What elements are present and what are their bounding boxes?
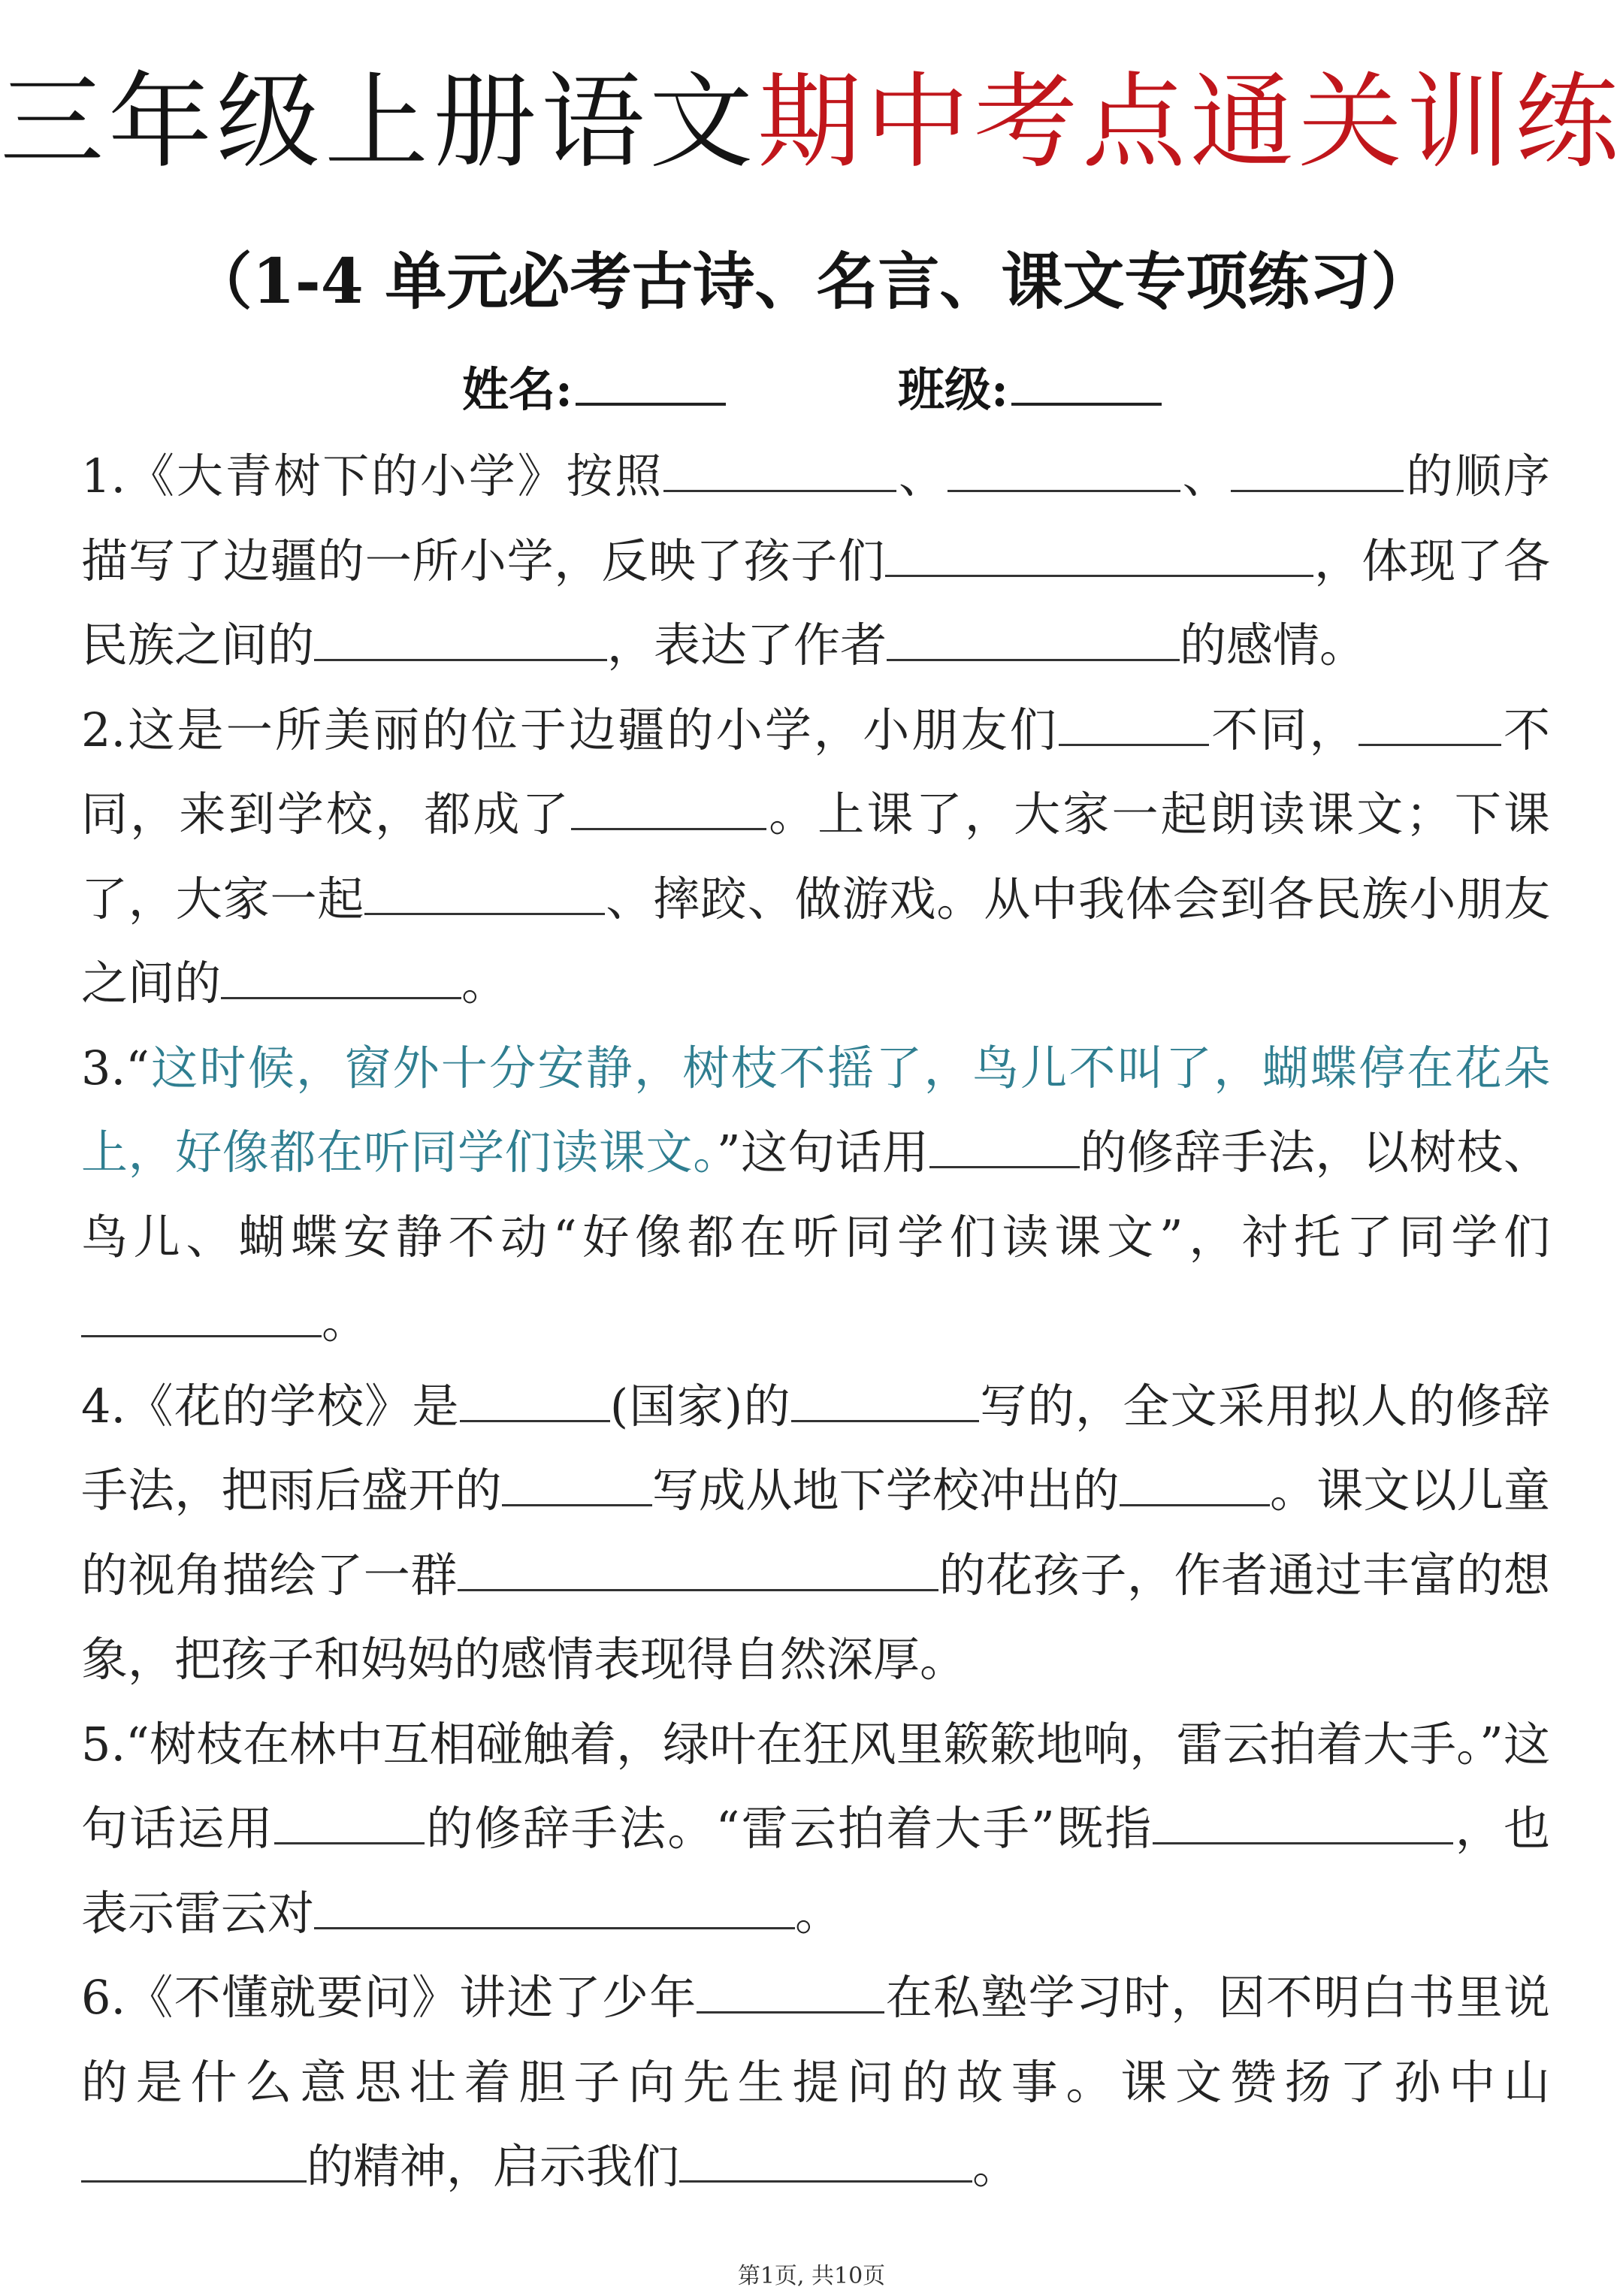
q2-text-e: 、摔跤、做游戏。从中我体会到各民族小朋友之间的 — [81, 871, 1550, 1011]
page-subtitle: （1-4 单元必考古诗、名言、课文专项练习） — [190, 246, 1433, 318]
q4-text-b: (国家)的 — [609, 1378, 791, 1433]
q1-text-g: 的感情。 — [1180, 618, 1367, 672]
q4-text-c: 写的，全文采用拟人的修辞手法，把雨后盛开的 — [81, 1378, 1550, 1518]
q1-text-f: ，表达了作者 — [607, 618, 887, 672]
q6-text-c: 的精神，启示我们 — [307, 2139, 680, 2194]
question-2 — [81, 688, 1550, 1026]
answer-blank[interactable] — [314, 612, 607, 661]
q2-text-a: 2.这是一所美丽的位于边疆的小学，小朋友们 — [81, 702, 1059, 757]
q3-text-c: 的修辞手法，以树枝、鸟儿、蝴蝶安静不动“好像都在听同学们读课文”，衬托了同学们 — [81, 1125, 1550, 1264]
class-label: 班级: — [898, 362, 1008, 417]
q2-text-c: 不同，来到学校，都成了 — [81, 702, 1550, 841]
title-black-part: 三年级上册语文 — [0, 62, 758, 183]
answer-blank[interactable] — [948, 443, 1180, 492]
answer-blank[interactable] — [679, 2134, 972, 2183]
question-4 — [81, 1364, 1550, 1702]
q6-text-a: 6.《不懂就要问》讲述了少年 — [81, 1970, 697, 2025]
question-6 — [81, 1956, 1550, 2210]
q3-quote: 这时候，窗外十分安静，树枝不摇了，鸟儿不叫了，蝴蝶停在花朵上，好像都在听同学们读课文。 — [81, 1040, 1550, 1180]
question-5 — [81, 1702, 1550, 1956]
answer-blank[interactable] — [314, 1881, 795, 1929]
answer-blank[interactable] — [502, 1458, 652, 1506]
q4-text-a: 4.《花的学校》是 — [81, 1378, 460, 1433]
q4-text-e: 。课文以儿童的视角描绘了一群 — [81, 1463, 1550, 1603]
answer-blank[interactable] — [887, 612, 1180, 661]
q3-text-b: ”这句话用 — [716, 1125, 929, 1180]
q6-text-b: 在私塾学习时，因不明白书里说的是什么意思壮着胆子向先生提问的故事。课文赞扬了孙中山 — [81, 1970, 1550, 2110]
answer-blank[interactable] — [571, 781, 766, 830]
page-footer: 第1页, 共10页 — [737, 2263, 886, 2289]
q1-text-a: 1.《大青树下的小学》按照 — [81, 449, 664, 503]
answer-blank[interactable] — [1231, 443, 1404, 492]
questions-content — [81, 434, 1550, 2210]
q3-text-d: 。 — [322, 1294, 369, 1349]
title-red-part: 期中考点通关训练 — [757, 62, 1623, 183]
answer-blank[interactable] — [81, 2134, 307, 2183]
answer-blank[interactable] — [274, 1796, 425, 1844]
answer-blank[interactable] — [791, 1373, 979, 1422]
answer-blank[interactable] — [364, 866, 605, 915]
name-label: 姓名: — [462, 362, 573, 417]
q2-text-f: 。 — [461, 956, 509, 1011]
answer-blank[interactable] — [663, 443, 896, 492]
q1-text-c: 、 — [1180, 449, 1232, 503]
q5-text-b: 的修辞手法。“雷云拍着大手”既指 — [424, 1801, 1153, 1856]
answer-blank[interactable] — [81, 1288, 322, 1337]
name-blank[interactable] — [576, 352, 726, 406]
answer-blank[interactable] — [458, 1542, 938, 1591]
q1-text-b: 、 — [896, 449, 948, 503]
question-3 — [81, 1026, 1550, 1364]
q6-text-d: 。 — [972, 2139, 1020, 2194]
q4-text-f: 的花孩子，作者通过丰富的想象，把孩子和妈妈的感情表现得自然深厚。 — [81, 1547, 1550, 1687]
class-field — [898, 352, 1162, 426]
q5-text-d: 。 — [795, 1885, 842, 1941]
answer-blank[interactable] — [1120, 1458, 1270, 1506]
q5-text-a: 5.“树枝在林中互相碰触着，绿叶在狂风里簌簌地响，雷云拍着大手。”这句话运用 — [81, 1716, 1550, 1856]
q1-text-e: ，体现了各民族之间的 — [81, 533, 1550, 672]
q5-text-c: ，也表示雷云对 — [81, 1801, 1550, 1941]
q2-text-b: 不同， — [1209, 702, 1359, 757]
answer-blank[interactable] — [697, 1965, 884, 2014]
answer-blank[interactable] — [1153, 1796, 1453, 1844]
answer-blank[interactable] — [929, 1119, 1080, 1168]
answer-blank[interactable] — [221, 950, 461, 999]
student-info-row — [0, 352, 1623, 424]
question-1 — [81, 434, 1550, 688]
answer-blank[interactable] — [1359, 697, 1501, 746]
answer-blank[interactable] — [1059, 697, 1209, 746]
q2-text-d: 。上课了，大家一起朗读课文；下课了，大家一起 — [81, 787, 1550, 926]
name-field — [462, 352, 726, 426]
q4-text-d: 写成从地下学校冲出的 — [651, 1463, 1120, 1518]
page-title — [0, 59, 1623, 186]
answer-blank[interactable] — [885, 528, 1313, 577]
answer-blank[interactable] — [460, 1373, 610, 1422]
class-blank[interactable] — [1011, 352, 1162, 406]
q3-text-a: 3.“ — [81, 1040, 150, 1095]
q1-text-d: 的顺序描写了边疆的一所小学，反映了孩子们 — [81, 449, 1550, 588]
